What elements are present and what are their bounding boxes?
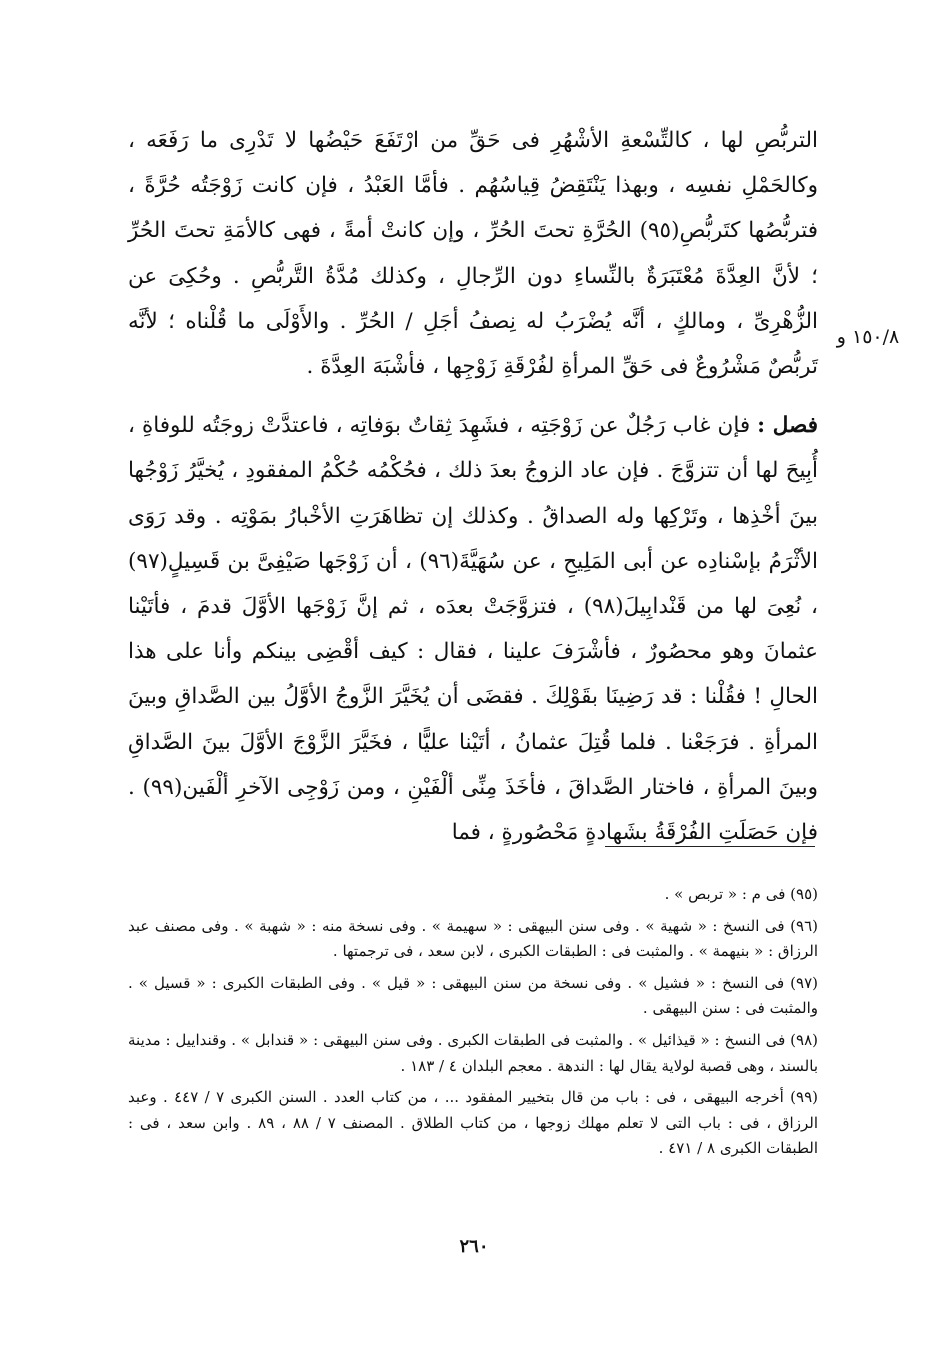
page-number: ٢٦٠ [459,1236,489,1257]
footnote-97: (٩٧) فى النسخ : « فشيل » . وفى نسخة من سنن البيهقى : « قيل » . وفى الطبقات الكبرى : « قسيل » . والمثبت فى : سنن البيهقى . [128,973,818,1018]
footnote-99: (٩٩) أخرجه البيهقى ، فى : باب من قال بتخيير المفقود ... ، من كتاب العدد . السنن الكبرى ٧ / ٤٤٧ . وعبد الرزاق ، فى : باب التى لا تعلم مهلك زوجها ، من كتاب الطلاق . المصنف ٧ / ٨٨ ، ٨٩ . وابن سعد ، فى : الطبقات الكبرى ٨ / ٤٧١ . [128,1088,818,1158]
paragraph-2-text: فإن غاب رَجُلٌ عن زَوْجَتِه ، فشَهِدَ ثِقاتٌ بوَفاتِه ، فاعتدَّتْ زوجَتُه للوفاةِ ، أُبِيحَ لها أن تتزوَّجَ . فإن عاد الزوجُ بعدَ ذلك ، فحُكْمُه حُكْمُ المفقودِ ، يُخيَّرُ زَوْجُها بينَ أخْذِها ، وتَرْكِها وله الصداقُ . وكذلك إن تظاهَرَتِ الأخْبارُ بمَوْتِه . وقد رَوَى الأثْرَمُ بإسْنادِه عن أبى المَلِيحِ ، عن سُهَيَّةَ(٩٦) ، أن زَوْجَها صَيْفِىَّ بن قَسِيلٍ(٩٧) ، نُعِىَ لها من قَنْدابِيلَ(٩٨) ، فتزوَّجَتْ بعدَه ، ثم إنَّ زَوْجَها الأوَّلَ قدمَ ، فأتَيْنا عثمانَ وهو محصُورٌ ، فأشْرَفَ علينا ، فقال : كيف أقْضِى بينكم وأنا على هذا الحالِ ! فقُلْنا : قد رَضِينَا بقَوْلِكَ . فقضَى أن يُخَيَّرَ الزَّوجُ الأوَّلُ بين الصَّداقِ وبينَ المرأةِ . فرَجَعْنا . فلما قُتِلَ عثمانُ ، أتَيْنا عليًّا ، فخَيَّرَ الزَّوْجَ الأوَّلَ بينَ الصَّداقِ وبينَ المرأةِ ، فاختار الصَّداقَ ، فأخَذَ مِنِّى ألْفَيْنِ ، ومن زَوْجِى الآخرِ ألْفَين(٩٩) . فإن حَصَلَتِ الفُرْقَةُ بشَهادةٍ مَحْصُورةٍ ، فما [128,413,818,846]
section-label: فصل : [757,413,818,439]
main-text [128,118,818,855]
footnotes [128,882,818,1168]
footnote-98: (٩٨) فى النسخ : « قيذائيل » . والمثبت فى الطبقات الكبرى . وفى سنن البيهقى : « قندابل » . وقنداييل : مدينة بالسند ، وهى قصبة لولاية يقال لها : الندهة . معجم البلدان ٤ / ١٨٣ . [128,1030,818,1075]
marginal-reference: ١٥٠/٨ و [836,326,900,348]
paragraph-2 [128,403,818,855]
footnote-96: (٩٦) فى النسخ : « شهية » . وفى سنن البيهقى : « سهيمة » . وفى نسخة منه : « شهبة » . وفى مصنف عبد الرزاق : « بنيهمة » . والمثبت فى : الطبقات الكبرى ، لابن سعد ، فى ترجمتها . [128,916,818,961]
footnote-95: (٩٥) فى م : « تربص » . [664,885,818,903]
footnote-divider [605,846,815,847]
paragraph-1: التربُّصِ لها ، كالتِّسْعةِ الأشْهُرِ فى حَقِّ من ارْتَفَعَ حَيْضُها لا تَدْرِى ما رَفَعَه ، وكالحَمْلِ نفسِه ، وبهذا يَنْتَقِضُ قِياسُهُم . فأمَّا العَبْدُ ، فإن كانت زَوْجَتُه حُرَّةً ، فتربُّصُها كتَربُّصِ(٩٥) الحُرَّةِ تحتَ الحُرِّ ، وإن كانتْ أمةً ، فهى كالأمَةِ تحتَ الحُرِّ ؛ لأنَّ العِدَّةَ مُعْتَبَرَةٌ بالنِّساءِ دون الرِّجالِ ، وكذلك مُدَّةُ التَّربُّصِ . وحُكِىَ عن الزُّهْرِىِّ ، ومالكٍ ، أنَّه يُضْرَبُ له نِصفُ أجَلِ / الحُرِّ . والأَوْلَى ما قُلْناه ؛ لأنَّه تَربُّصٌ مَشْرُوعٌ فى حَقِّ المرأةِ لفُرْقَةِ زَوْجِها ، فأشْبَهَ العِدَّةَ . [128,128,818,380]
